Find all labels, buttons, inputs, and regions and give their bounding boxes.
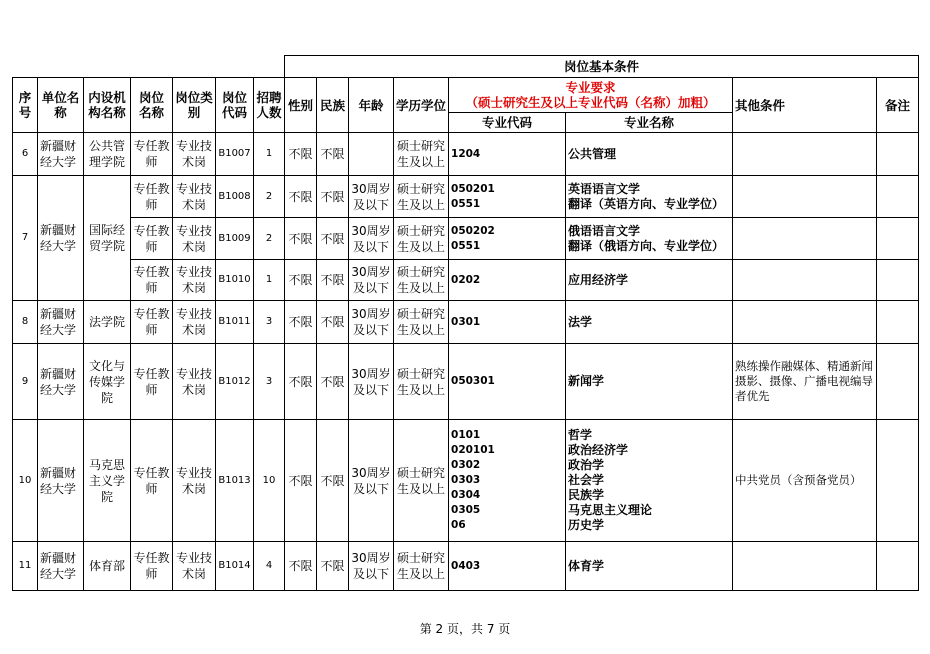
row-major-codes (449, 542, 566, 591)
row-count: 3 (254, 344, 285, 420)
row-remark (877, 176, 919, 218)
major-code: 0101 (451, 429, 481, 441)
recruitment-table (12, 55, 919, 591)
row-count: 3 (254, 301, 285, 344)
major-name: 英语语言文学 (568, 181, 641, 196)
row-remark (877, 133, 919, 176)
row-ethnicity: 不限 (317, 176, 349, 218)
row-major-codes (449, 260, 566, 301)
row-gender: 不限 (285, 260, 317, 301)
row-unit: 新疆财经大学 (38, 542, 84, 591)
major-name: 政治学 (568, 458, 605, 472)
row-edu: 硕士研究生及以上 (394, 260, 449, 301)
row-remark (877, 344, 919, 420)
row-edu: 硕士研究生及以上 (394, 218, 449, 260)
major-code: 050202 (451, 224, 495, 237)
row-idx: 8 (13, 301, 38, 344)
major-name: 应用经济学 (568, 272, 629, 287)
row-edu: 硕士研究生及以上 (394, 420, 449, 542)
major-name: 体育学 (568, 558, 605, 573)
row-post-code: B1014 (216, 542, 254, 591)
major-name: 新闻学 (568, 374, 605, 388)
row-dept: 国际经贸学院 (84, 176, 131, 301)
major-name: 俄语语言文学 (568, 223, 641, 238)
row-dept: 文化与传媒学院 (84, 344, 131, 420)
row-edu: 硕士研究生及以上 (394, 176, 449, 218)
header-gender: 性别 (285, 78, 317, 133)
row-ethnicity: 不限 (317, 133, 349, 176)
header-count: 招聘人数 (254, 78, 285, 133)
row-other (733, 133, 877, 176)
major-name: 政治经济学 (568, 443, 629, 457)
row-gender: 不限 (285, 344, 317, 420)
row-major-names (566, 176, 733, 218)
header-dept: 内设机构名称 (84, 78, 131, 133)
row-major-names (566, 420, 733, 542)
row-count: 4 (254, 542, 285, 591)
row-age: 30周岁及以下 (349, 218, 394, 260)
major-code: 0305 (451, 504, 481, 516)
major-req-note: （硕士研究生及以上专业代码（名称）加粗） (465, 95, 716, 110)
major-name: 哲学 (568, 428, 593, 442)
row-remark (877, 542, 919, 591)
header-major-requirement (449, 78, 733, 113)
major-req-title: 专业要求 (565, 80, 616, 95)
row-major-names (566, 542, 733, 591)
row-major-names (566, 218, 733, 260)
row-post-code: B1011 (216, 301, 254, 344)
row-post-code: B1012 (216, 344, 254, 420)
major-code: 0551 (451, 197, 481, 210)
row-dept: 体育部 (84, 542, 131, 591)
row-other (733, 260, 877, 301)
row-post: 专任教师 (131, 344, 173, 420)
row-post: 专任教师 (131, 218, 173, 260)
row-ethnicity: 不限 (317, 260, 349, 301)
header-edu: 学历学位 (394, 78, 449, 133)
row-ethnicity: 不限 (317, 218, 349, 260)
major-name: 马克思主义理论 (568, 503, 653, 517)
row-major-codes (449, 218, 566, 260)
row-major-names (566, 260, 733, 301)
row-post-code: B1009 (216, 218, 254, 260)
row-type: 专业技术岗 (173, 218, 216, 260)
row-major-names (566, 133, 733, 176)
major-name: 翻译（俄语方向、专业学位） (568, 238, 725, 253)
major-code: 0403 (451, 559, 481, 572)
row-post-code: B1013 (216, 420, 254, 542)
row-remark (877, 260, 919, 301)
row-major-codes (449, 420, 566, 542)
row-ethnicity: 不限 (317, 301, 349, 344)
major-name: 历史学 (568, 518, 605, 532)
row-count: 2 (254, 218, 285, 260)
row-gender: 不限 (285, 542, 317, 591)
row-other (733, 301, 877, 344)
row-type: 专业技术岗 (173, 260, 216, 301)
table-row (13, 260, 919, 301)
header-idx: 序号 (13, 78, 38, 133)
table-row (13, 301, 919, 344)
row-edu: 硕士研究生及以上 (394, 133, 449, 176)
header-age: 年龄 (349, 78, 394, 133)
major-name: 公共管理 (568, 146, 617, 161)
row-post: 专任教师 (131, 542, 173, 591)
row-gender: 不限 (285, 133, 317, 176)
row-dept: 法学院 (84, 301, 131, 344)
row-age: 30周岁及以下 (349, 260, 394, 301)
row-major-codes (449, 344, 566, 420)
header-other: 其他条件 (733, 78, 877, 133)
row-count: 2 (254, 176, 285, 218)
row-post: 专任教师 (131, 260, 173, 301)
row-post-code: B1010 (216, 260, 254, 301)
row-other (733, 542, 877, 591)
table-row (13, 176, 919, 218)
row-unit: 新疆财经大学 (38, 344, 84, 420)
row-remark (877, 218, 919, 260)
row-unit: 新疆财经大学 (38, 301, 84, 344)
row-other: 熟练操作融媒体、精通新闻摄影、摄像、广播电视编导者优先 (733, 344, 877, 420)
major-name: 民族学 (568, 488, 605, 502)
major-code: 0302 (451, 459, 481, 471)
row-gender: 不限 (285, 420, 317, 542)
row-ethnicity: 不限 (317, 542, 349, 591)
row-idx: 11 (13, 542, 38, 591)
header-remark: 备注 (877, 78, 919, 133)
row-type: 专业技术岗 (173, 420, 216, 542)
group-title: 岗位基本条件 (285, 56, 919, 78)
major-code: 050301 (451, 375, 495, 387)
row-type: 专业技术岗 (173, 542, 216, 591)
major-code: 0202 (451, 273, 481, 286)
row-age: 30周岁及以下 (349, 176, 394, 218)
row-edu: 硕士研究生及以上 (394, 301, 449, 344)
row-idx: 10 (13, 420, 38, 542)
header-major-code: 专业代码 (449, 113, 566, 133)
row-gender: 不限 (285, 301, 317, 344)
row-idx: 7 (13, 176, 38, 301)
row-age: 30周岁及以下 (349, 344, 394, 420)
row-major-names (566, 301, 733, 344)
table-row (13, 420, 919, 542)
row-post-code: B1008 (216, 176, 254, 218)
row-other (733, 176, 877, 218)
row-post: 专任教师 (131, 301, 173, 344)
row-unit: 新疆财经大学 (38, 176, 84, 301)
page-footer: 第 2 页，共 7 页 (419, 622, 511, 636)
major-code: 1204 (451, 147, 481, 160)
major-code: 020101 (451, 444, 495, 456)
row-dept: 马克思主义学院 (84, 420, 131, 542)
row-post-code: B1007 (216, 133, 254, 176)
row-unit: 新疆财经大学 (38, 420, 84, 542)
row-major-names (566, 344, 733, 420)
header-major-name: 专业名称 (566, 113, 733, 133)
table-row (13, 344, 919, 420)
row-post: 专任教师 (131, 176, 173, 218)
row-count: 1 (254, 133, 285, 176)
row-major-codes (449, 133, 566, 176)
row-major-codes (449, 301, 566, 344)
header-ethnicity: 民族 (317, 78, 349, 133)
table-row (13, 542, 919, 591)
major-code: 0303 (451, 474, 481, 486)
row-edu: 硕士研究生及以上 (394, 542, 449, 591)
row-age (349, 133, 394, 176)
major-code: 0304 (451, 489, 481, 501)
row-type: 专业技术岗 (173, 133, 216, 176)
row-age: 30周岁及以下 (349, 542, 394, 591)
row-remark (877, 301, 919, 344)
major-code: 0551 (451, 239, 481, 252)
row-idx: 9 (13, 344, 38, 420)
row-dept: 公共管理学院 (84, 133, 131, 176)
header-post-name: 岗位名称 (131, 78, 173, 133)
major-code: 050201 (451, 182, 495, 195)
row-gender: 不限 (285, 218, 317, 260)
row-remark (877, 420, 919, 542)
row-ethnicity: 不限 (317, 420, 349, 542)
major-name: 社会学 (568, 473, 605, 487)
row-post: 专任教师 (131, 420, 173, 542)
major-name: 翻译（英语方向、专业学位） (568, 196, 725, 211)
row-count: 1 (254, 260, 285, 301)
row-type: 专业技术岗 (173, 301, 216, 344)
row-age: 30周岁及以下 (349, 420, 394, 542)
major-code: 0301 (451, 315, 481, 328)
row-type: 专业技术岗 (173, 176, 216, 218)
row-other: 中共党员（含预备党员） (733, 420, 877, 542)
row-other (733, 218, 877, 260)
table-row (13, 218, 919, 260)
header-unit: 单位名称 (38, 78, 84, 133)
header-post-code: 岗位代码 (216, 78, 254, 133)
row-gender: 不限 (285, 176, 317, 218)
row-idx: 6 (13, 133, 38, 176)
row-unit: 新疆财经大学 (38, 133, 84, 176)
row-edu: 硕士研究生及以上 (394, 344, 449, 420)
table-row (13, 133, 919, 176)
row-age: 30周岁及以下 (349, 301, 394, 344)
row-type: 专业技术岗 (173, 344, 216, 420)
row-count: 10 (254, 420, 285, 542)
major-name: 法学 (568, 314, 593, 329)
major-code: 06 (451, 519, 466, 531)
row-major-codes (449, 176, 566, 218)
row-post: 专任教师 (131, 133, 173, 176)
header-post-type: 岗位类别 (173, 78, 216, 133)
row-ethnicity: 不限 (317, 344, 349, 420)
